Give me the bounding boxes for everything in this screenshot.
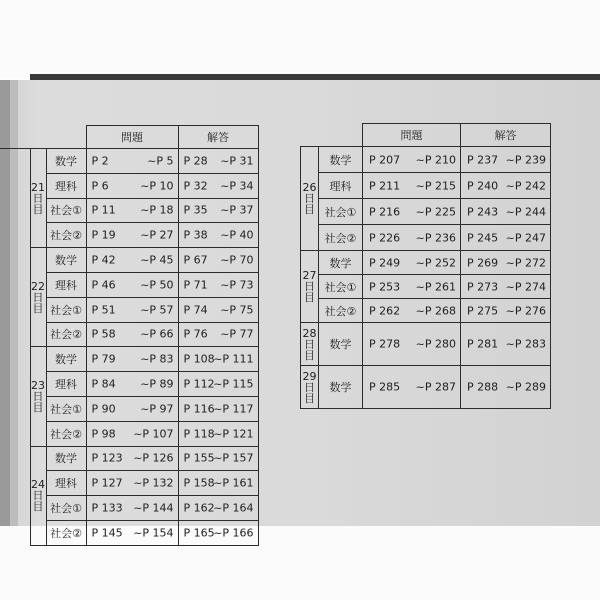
question-from: P 51 (91, 303, 116, 317)
answer-pages (461, 323, 551, 366)
subject-label: 理科 (46, 173, 86, 198)
answer-pages (178, 396, 258, 421)
day-label: 28 日 目 (301, 323, 319, 366)
question-to: ~P 5 (147, 154, 174, 168)
subject-label: 理科 (46, 471, 86, 496)
answer-pages (178, 347, 258, 372)
question-to: ~P 154 (133, 526, 174, 540)
answer-from: P 67 (183, 253, 208, 267)
question-from: P 98 (91, 427, 116, 441)
answer-to: ~P 77 (220, 327, 254, 341)
answer-to: ~P 75 (220, 303, 254, 317)
answer-to: ~P 70 (220, 253, 254, 267)
question-to: ~P 27 (140, 228, 174, 242)
question-from: P 145 (91, 526, 123, 540)
question-to: ~P 66 (140, 327, 174, 341)
answer-to: ~P 37 (220, 203, 254, 217)
answer-to: ~P 117 (213, 402, 254, 416)
day-label: 29 日 目 (301, 366, 319, 409)
subject-label: 数学 (319, 366, 363, 409)
question-pages (363, 323, 461, 366)
subject-label: 理科 (46, 372, 86, 397)
subject-label: 社会② (319, 225, 363, 251)
question-to: ~P 144 (133, 501, 174, 515)
subject-label: 数学 (46, 446, 86, 471)
answer-pages (178, 471, 258, 496)
question-pages (363, 251, 461, 275)
answer-from: P 38 (183, 228, 208, 242)
answer-to: ~P 272 (505, 256, 546, 269)
question-from: P 42 (91, 253, 116, 267)
question-to: ~P 18 (140, 203, 174, 217)
question-to: ~P 132 (133, 476, 174, 490)
question-from: P 127 (91, 476, 123, 490)
answer-to: ~P 31 (220, 154, 254, 168)
answer-pages (178, 297, 258, 322)
schedule-table-left (0, 125, 259, 546)
answer-from: P 76 (183, 327, 208, 341)
question-from: P 123 (91, 451, 123, 465)
question-pages (86, 272, 178, 297)
day-label: 21 日 目 (30, 149, 46, 248)
question-from: P 216 (369, 205, 401, 218)
question-to: ~P 268 (415, 304, 456, 317)
subject-label: 社会① (46, 198, 86, 223)
question-pages (86, 372, 178, 397)
question-to: ~P 107 (133, 427, 174, 441)
schedule-table-right (300, 123, 551, 409)
answer-to: ~P 157 (213, 451, 254, 465)
answer-from: P 118 (183, 427, 215, 441)
header-mondai: 問題 (363, 124, 461, 147)
question-pages (363, 225, 461, 251)
day-label: 22 日 目 (30, 248, 46, 347)
answer-to: ~P 40 (220, 228, 254, 242)
subject-label: 社会① (319, 275, 363, 299)
question-from: P 90 (91, 402, 116, 416)
question-from: P 46 (91, 278, 116, 292)
answer-from: P 28 (183, 154, 208, 168)
question-from: P 133 (91, 501, 123, 515)
question-from: P 84 (91, 377, 116, 391)
day-label: 23 日 目 (30, 347, 46, 446)
answer-from: P 162 (183, 501, 215, 515)
answer-to: ~P 164 (213, 501, 254, 515)
answer-to: ~P 274 (505, 280, 546, 293)
question-pages (363, 366, 461, 409)
question-pages (86, 446, 178, 471)
answer-from: P 273 (467, 280, 499, 293)
question-pages (86, 471, 178, 496)
answer-pages (178, 322, 258, 347)
answer-to: ~P 239 (505, 153, 546, 166)
answer-pages (178, 173, 258, 198)
day-label: 26 日 目 (301, 147, 319, 251)
question-pages (363, 299, 461, 323)
question-to: ~P 97 (140, 402, 174, 416)
question-from: P 79 (91, 352, 116, 366)
question-from: P 207 (369, 153, 401, 166)
answer-from: P 288 (467, 380, 499, 394)
answer-from: P 243 (467, 205, 499, 218)
question-to: ~P 215 (415, 179, 456, 192)
question-to: ~P 83 (140, 352, 174, 366)
answer-pages (178, 520, 258, 545)
question-to: ~P 126 (133, 451, 174, 465)
question-pages (86, 149, 178, 174)
answer-from: P 32 (183, 179, 208, 193)
question-pages (86, 322, 178, 347)
answer-to: ~P 34 (220, 179, 254, 193)
answer-pages (461, 199, 551, 225)
question-from: P 278 (369, 337, 401, 351)
subject-label: 数学 (46, 149, 86, 174)
answer-to: ~P 115 (213, 377, 254, 391)
answer-from: P 155 (183, 451, 215, 465)
subject-label: 社会① (46, 396, 86, 421)
answer-from: P 240 (467, 179, 499, 192)
question-to: ~P 280 (415, 337, 456, 351)
question-pages (363, 275, 461, 299)
answer-to: ~P 166 (213, 526, 254, 540)
question-to: ~P 57 (140, 303, 174, 317)
answer-pages (461, 299, 551, 323)
question-from: P 226 (369, 231, 401, 244)
question-to: ~P 10 (140, 179, 174, 193)
question-to: ~P 50 (140, 278, 174, 292)
question-from: P 6 (91, 179, 109, 193)
answer-pages (461, 173, 551, 199)
answer-to: ~P 289 (505, 380, 546, 394)
header-mondai: 問題 (86, 126, 178, 149)
question-from: P 249 (369, 256, 401, 269)
answer-to: ~P 247 (505, 231, 546, 244)
answer-pages (178, 223, 258, 248)
question-from: P 211 (369, 179, 401, 192)
answer-to: ~P 244 (505, 205, 546, 218)
question-to: ~P 210 (415, 153, 456, 166)
subject-label: 理科 (319, 173, 363, 199)
subject-label: 社会② (319, 299, 363, 323)
answer-pages (461, 275, 551, 299)
subject-label: 社会① (319, 199, 363, 225)
question-from: P 11 (91, 203, 116, 217)
question-to: ~P 236 (415, 231, 456, 244)
answer-pages (178, 198, 258, 223)
answer-from: P 237 (467, 153, 499, 166)
answer-pages (178, 496, 258, 521)
answer-pages (178, 446, 258, 471)
question-pages (86, 396, 178, 421)
answer-to: ~P 283 (505, 337, 546, 351)
answer-from: P 108 (183, 352, 215, 366)
question-from: P 2 (91, 154, 109, 168)
question-pages (86, 520, 178, 545)
question-to: ~P 252 (415, 256, 456, 269)
answer-pages (178, 248, 258, 273)
question-pages (363, 173, 461, 199)
answer-to: ~P 242 (505, 179, 546, 192)
question-pages (86, 248, 178, 273)
answer-from: P 112 (183, 377, 215, 391)
subject-label: 理科 (46, 272, 86, 297)
answer-from: P 275 (467, 304, 499, 317)
answer-from: P 71 (183, 278, 208, 292)
subject-label: 社会② (46, 421, 86, 446)
question-from: P 262 (369, 304, 401, 317)
answer-from: P 245 (467, 231, 499, 244)
question-to: ~P 45 (140, 253, 174, 267)
answer-pages (461, 251, 551, 275)
subject-label: 社会① (46, 496, 86, 521)
day-label: 27 日 目 (301, 251, 319, 323)
answer-pages (461, 225, 551, 251)
answer-pages (178, 272, 258, 297)
subject-label: 社会① (46, 297, 86, 322)
answer-pages (178, 149, 258, 174)
question-pages (86, 198, 178, 223)
answer-pages (178, 421, 258, 446)
question-pages (86, 496, 178, 521)
answer-from: P 269 (467, 256, 499, 269)
question-from: P 19 (91, 228, 116, 242)
day-label: 24 日 目 (30, 446, 46, 545)
question-pages (363, 199, 461, 225)
answer-to: ~P 276 (505, 304, 546, 317)
answer-from: P 158 (183, 476, 215, 490)
subject-label: 数学 (319, 323, 363, 366)
subject-label: 数学 (319, 147, 363, 173)
header-blank (301, 124, 363, 147)
answer-pages (461, 366, 551, 409)
question-to: ~P 261 (415, 280, 456, 293)
question-from: P 285 (369, 380, 401, 394)
answer-to: ~P 73 (220, 278, 254, 292)
question-pages (363, 147, 461, 173)
answer-from: P 116 (183, 402, 215, 416)
answer-pages (461, 147, 551, 173)
header-blank (0, 126, 86, 149)
answer-pages (178, 372, 258, 397)
answer-from: P 35 (183, 203, 208, 217)
answer-from: P 165 (183, 526, 215, 540)
subject-label: 数学 (46, 347, 86, 372)
answer-to: ~P 111 (213, 352, 254, 366)
question-pages (86, 173, 178, 198)
header-kaitou: 解答 (461, 124, 551, 147)
answer-from: P 281 (467, 337, 499, 351)
background-top (0, 0, 600, 78)
question-to: ~P 89 (140, 377, 174, 391)
subject-label: 数学 (46, 248, 86, 273)
question-to: ~P 287 (415, 380, 456, 394)
question-pages (86, 421, 178, 446)
answer-to: ~P 161 (213, 476, 254, 490)
answer-to: ~P 121 (213, 427, 254, 441)
subject-label: 社会② (46, 223, 86, 248)
question-from: P 58 (91, 327, 116, 341)
subject-label: 社会② (46, 520, 86, 545)
header-kaitou: 解答 (178, 126, 258, 149)
question-from: P 253 (369, 280, 401, 293)
answer-from: P 74 (183, 303, 208, 317)
question-pages (86, 297, 178, 322)
question-to: ~P 225 (415, 205, 456, 218)
subject-label: 数学 (319, 251, 363, 275)
question-pages (86, 347, 178, 372)
question-pages (86, 223, 178, 248)
subject-label: 社会② (46, 322, 86, 347)
